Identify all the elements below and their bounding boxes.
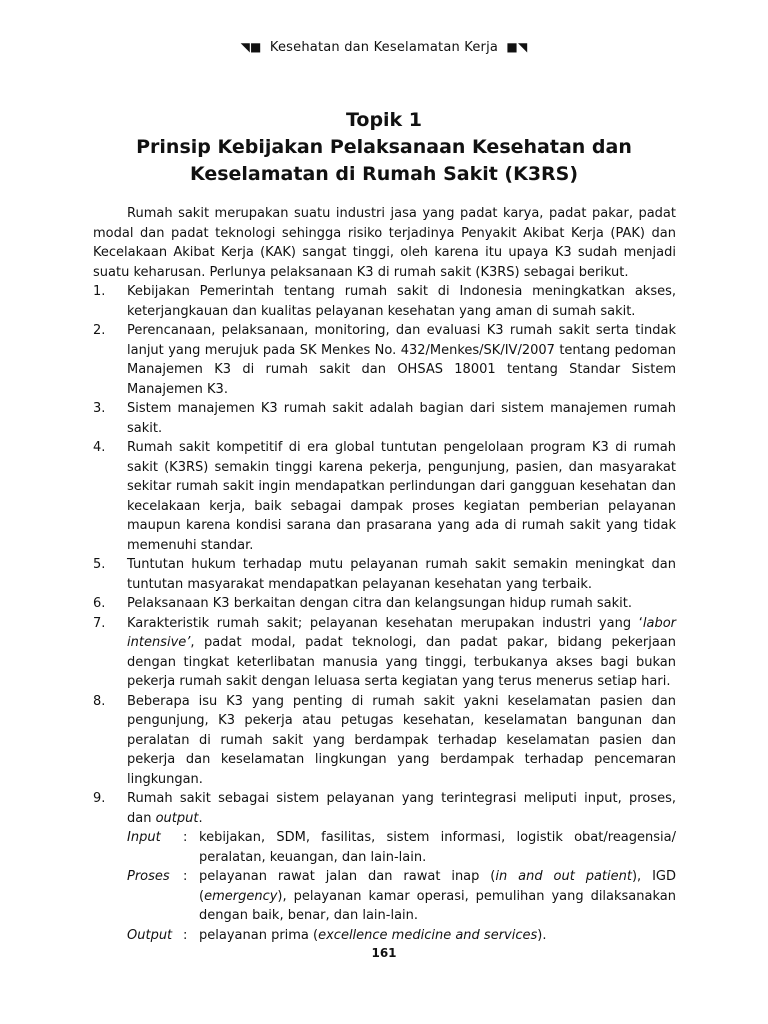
list-item-italic: output bbox=[155, 810, 199, 826]
ipo-value bbox=[199, 926, 676, 946]
list-number: 2. bbox=[93, 323, 106, 338]
header-ornament-right-icon: ■◥ bbox=[506, 40, 528, 54]
list-item bbox=[93, 438, 676, 555]
list-number: 5. bbox=[93, 557, 106, 572]
ipo-value-italic: excellence medicine and services bbox=[318, 927, 538, 943]
list-number: 4. bbox=[93, 440, 106, 455]
list-item-text: Pelaksanaan K3 berkaitan dengan citra dan kelangsungan hidup rumah sakit. bbox=[127, 596, 632, 611]
list-item bbox=[93, 614, 676, 692]
list-item bbox=[93, 282, 676, 321]
title-line-3: Keselamatan di Rumah Sakit (K3RS) bbox=[189, 163, 579, 185]
list-item bbox=[93, 555, 676, 594]
ipo-row-proses bbox=[127, 867, 676, 926]
list-item-text: Sistem manajemen K3 rumah sakit adalah bagian dari sistem manajemen rumah sakit. bbox=[127, 401, 676, 436]
numbered-list bbox=[93, 282, 676, 945]
running-header bbox=[0, 40, 768, 55]
list-number: 6. bbox=[93, 596, 106, 611]
list-number: 7. bbox=[93, 615, 106, 631]
list-item bbox=[93, 692, 676, 790]
list-number: 9. bbox=[93, 791, 106, 806]
list-number: 1. bbox=[93, 284, 106, 299]
ipo-colon: : bbox=[183, 869, 188, 884]
ipo-colon: : bbox=[183, 830, 188, 845]
ipo-key: Input bbox=[127, 830, 161, 845]
list-item-text: Beberapa isu K3 yang penting di rumah sakit yakni keselamatan pasien dan pengunjung, K3 pekerja atau petugas kesehatan, keselamatan bangunan dan peralatan di rumah sakit yang berdampak terhadap keselamatan pasien dan pekerja dan keselamatan lingkungan yang berdampak terhadap pencemaran lingkungan. bbox=[127, 693, 676, 787]
list-item bbox=[93, 399, 676, 438]
intro-paragraph: Rumah sakit merupakan suatu industri jasa yang padat karya, padat pakar, padat modal dan padat teknologi sehingga risiko terjadinya Penyakit Akibat Kerja (PAK) dan Kecelakaan Akibat Kerja (KAK) sangat tinggi, oleh karena itu upaya K3 sudah menjadi suatu keharusan. Perlunya pelaksanaan K3 di rumah sakit (K3RS) sebagai berikut. bbox=[93, 206, 676, 280]
list-item bbox=[93, 594, 676, 614]
ipo-value-text: ). bbox=[537, 927, 547, 943]
list-item bbox=[93, 789, 676, 945]
page-number: 161 bbox=[371, 946, 397, 960]
ipo-value-text: pelayanan prima ( bbox=[199, 927, 319, 943]
ipo-value-text: ), IGD ( bbox=[199, 869, 676, 904]
ipo-value: kebijakan, SDM, fasilitas, sistem informasi, logistik obat/reagensia/ peralatan, keuangan, dan lain-lain. bbox=[199, 830, 676, 865]
ipo-colon: : bbox=[183, 927, 188, 943]
ipo-row-input bbox=[127, 828, 676, 867]
list-item-italic: labor intensive’ bbox=[127, 615, 676, 650]
list-item-text: Rumah sakit kompetitif di era global tuntutan pengelolaan program K3 di rumah sakit (K3RS) semakin tinggi karena pekerja, pengunjung, pasien, dan masyarakat sekitar rumah sakit ingin mendapatkan perlindungan dari gangguan kesehatan dan kecelakaan kerja, baik sebagai dampak proses kegiatan pemberian pelayanan maupun karena kondisi sarana dan prasarana yang ada di rumah sakit yang tidak memenuhi standar. bbox=[127, 440, 676, 553]
list-item-text: Perencanaan, pelaksanaan, monitoring, dan evaluasi K3 rumah sakit serta tindak lanjut yang merujuk pada SK Menkes No. 432/Menkes/SK/IV/2007 tentang pedoman Manajemen K3 di rumah sakit dan OHSAS 18001 tentang Standar Sistem Manajemen K3. bbox=[127, 323, 676, 397]
header-text: Kesehatan dan Keselamatan Kerja bbox=[269, 40, 499, 55]
title-topic: Topik 1 bbox=[345, 109, 423, 131]
list-number: 3. bbox=[93, 401, 106, 416]
header-ornament-left-icon: ◥■ bbox=[240, 40, 262, 54]
ipo-key: Output bbox=[127, 927, 173, 943]
body-content bbox=[93, 204, 676, 945]
list-item-text: . bbox=[198, 810, 203, 826]
ipo-value-text: pelayanan rawat jalan dan rawat inap ( bbox=[199, 869, 496, 884]
list-item-text: Rumah sakit sebagai sistem pelayanan yang terintegrasi meliputi input, proses, dan bbox=[127, 791, 676, 826]
list-number: 8. bbox=[93, 693, 106, 709]
ipo-value-italic: in and out patient bbox=[495, 869, 632, 884]
list-item-text: , padat modal, padat teknologi, dan padat pakar, bidang pekerjaan dengan tingkat keterlibatan manusia yang tinggi, terbukanya akses bagi bukan pekerja rumah sakit dengan leluasa serta kegiatan yang terus menerus setiap hari. bbox=[127, 635, 676, 689]
list-item bbox=[93, 321, 676, 399]
ipo-key: Proses bbox=[127, 869, 170, 884]
ipo-value bbox=[199, 867, 676, 926]
ipo-row-output bbox=[127, 926, 676, 946]
list-item-text: Karakteristik rumah sakit; pelayanan kesehatan merupakan industri yang ‘ bbox=[127, 615, 643, 631]
ipo-value-italic: emergency bbox=[204, 888, 278, 904]
input-process-output-table bbox=[127, 828, 676, 945]
title-line-2: Prinsip Kebijakan Pelaksanaan Kesehatan dan bbox=[136, 136, 632, 158]
page-title bbox=[0, 107, 768, 188]
list-item-text: Kebijakan Pemerintah tentang rumah sakit di Indonesia meningkatkan akses, keterjangkauan dan kualitas pelayanan kesehatan yang aman di sumah sakit. bbox=[127, 284, 676, 319]
list-item-text: Tuntutan hukum terhadap mutu pelayanan rumah sakit semakin meningkat dan tuntutan masyarakat mendapatkan pelayanan kesehatan yang terbaik. bbox=[127, 557, 676, 592]
ipo-value-text: ), pelayanan kamar operasi, pemulihan yang dilaksanakan dengan baik, benar, dan lain-lain. bbox=[199, 888, 676, 923]
